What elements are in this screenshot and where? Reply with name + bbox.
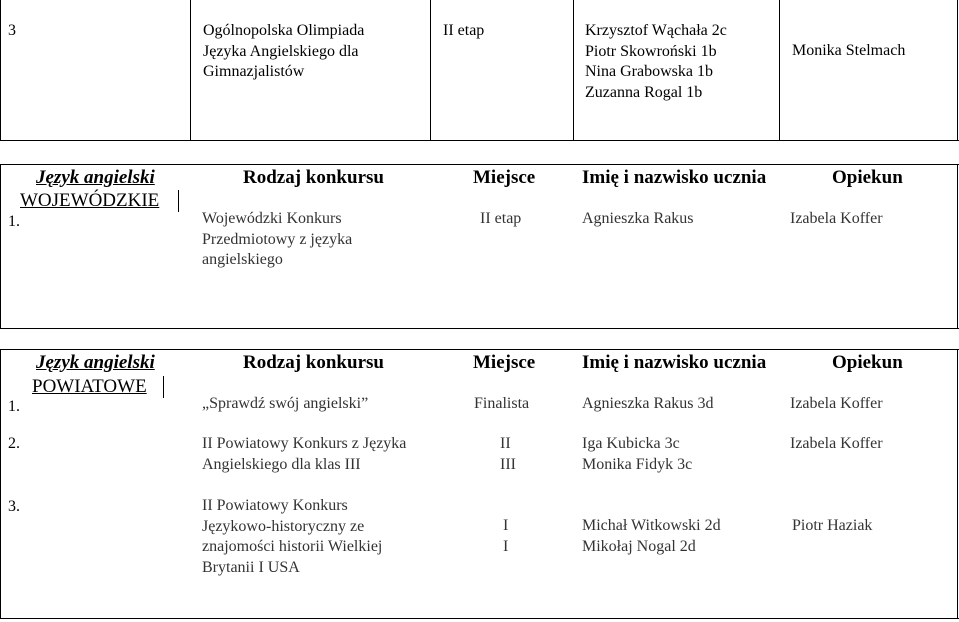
category-label: POWIATOWE [32,376,147,397]
contest-name: II Powiatowy Konkurs Językowo-historyczny ze znajomości historii Wielkiej Brytanii I USA [202,497,383,576]
header-teacher: Opiekun [832,352,903,373]
row-number: 3 [8,22,16,39]
student-name: Agnieszka Rakus [582,210,694,227]
row-number: 1. [8,213,20,230]
place: I I [503,517,509,555]
contest-stage: II etap [443,22,485,39]
contest-name: Ogólnopolska Olimpiada Języka Angielskiego dla Gimnazjalistów [203,22,365,80]
row-number: 3. [8,498,20,515]
header-subject: Język angielski [36,352,155,373]
header-subject: Język angielski [36,167,155,188]
header-contest-type: Rodzaj konkursu [243,352,384,373]
teacher-name: Izabela Koffer [790,210,883,227]
place: II III [500,435,516,473]
row-number: 2. [8,435,20,452]
category-label: WOJEWÓDZKIE [20,190,160,211]
header-teacher: Opiekun [832,167,903,188]
header-student: Imię i nazwisko ucznia [582,167,767,188]
student-list: Krzysztof Wąchała 2c Piotr Skowroński 1b Nina Grabowska 1b Zuzanna Rogal 1b [585,22,727,101]
header-student: Imię i nazwisko ucznia [582,352,767,373]
teacher-name: Izabela Koffer [790,435,883,452]
row-number: 1. [8,398,20,415]
teacher-name: Izabela Koffer [790,395,883,412]
student-list: Michał Witkowski 2d Mikołaj Nogal 2d [582,517,721,555]
header-place: Miejsce [473,352,536,373]
contest-name: II Powiatowy Konkurs z Języka Angielskiego dla klas III [202,435,407,473]
contest-name: „Sprawdź swój angielski” [202,395,369,412]
header-contest-type: Rodzaj konkursu [243,167,384,188]
contest-stage: II etap [480,210,522,227]
header-place: Miejsce [473,167,536,188]
student-list: Iga Kubicka 3c Monika Fidyk 3c [582,435,693,473]
teacher-name: Piotr Haziak [792,517,873,534]
student-list: Agnieszka Rakus 3d [582,395,714,412]
teacher-name: Monika Stelmach [792,42,906,59]
place: Finalista [474,395,530,412]
contest-name: Wojewódzki Konkurs Przedmiotowy z języka angielskiego [202,210,353,268]
